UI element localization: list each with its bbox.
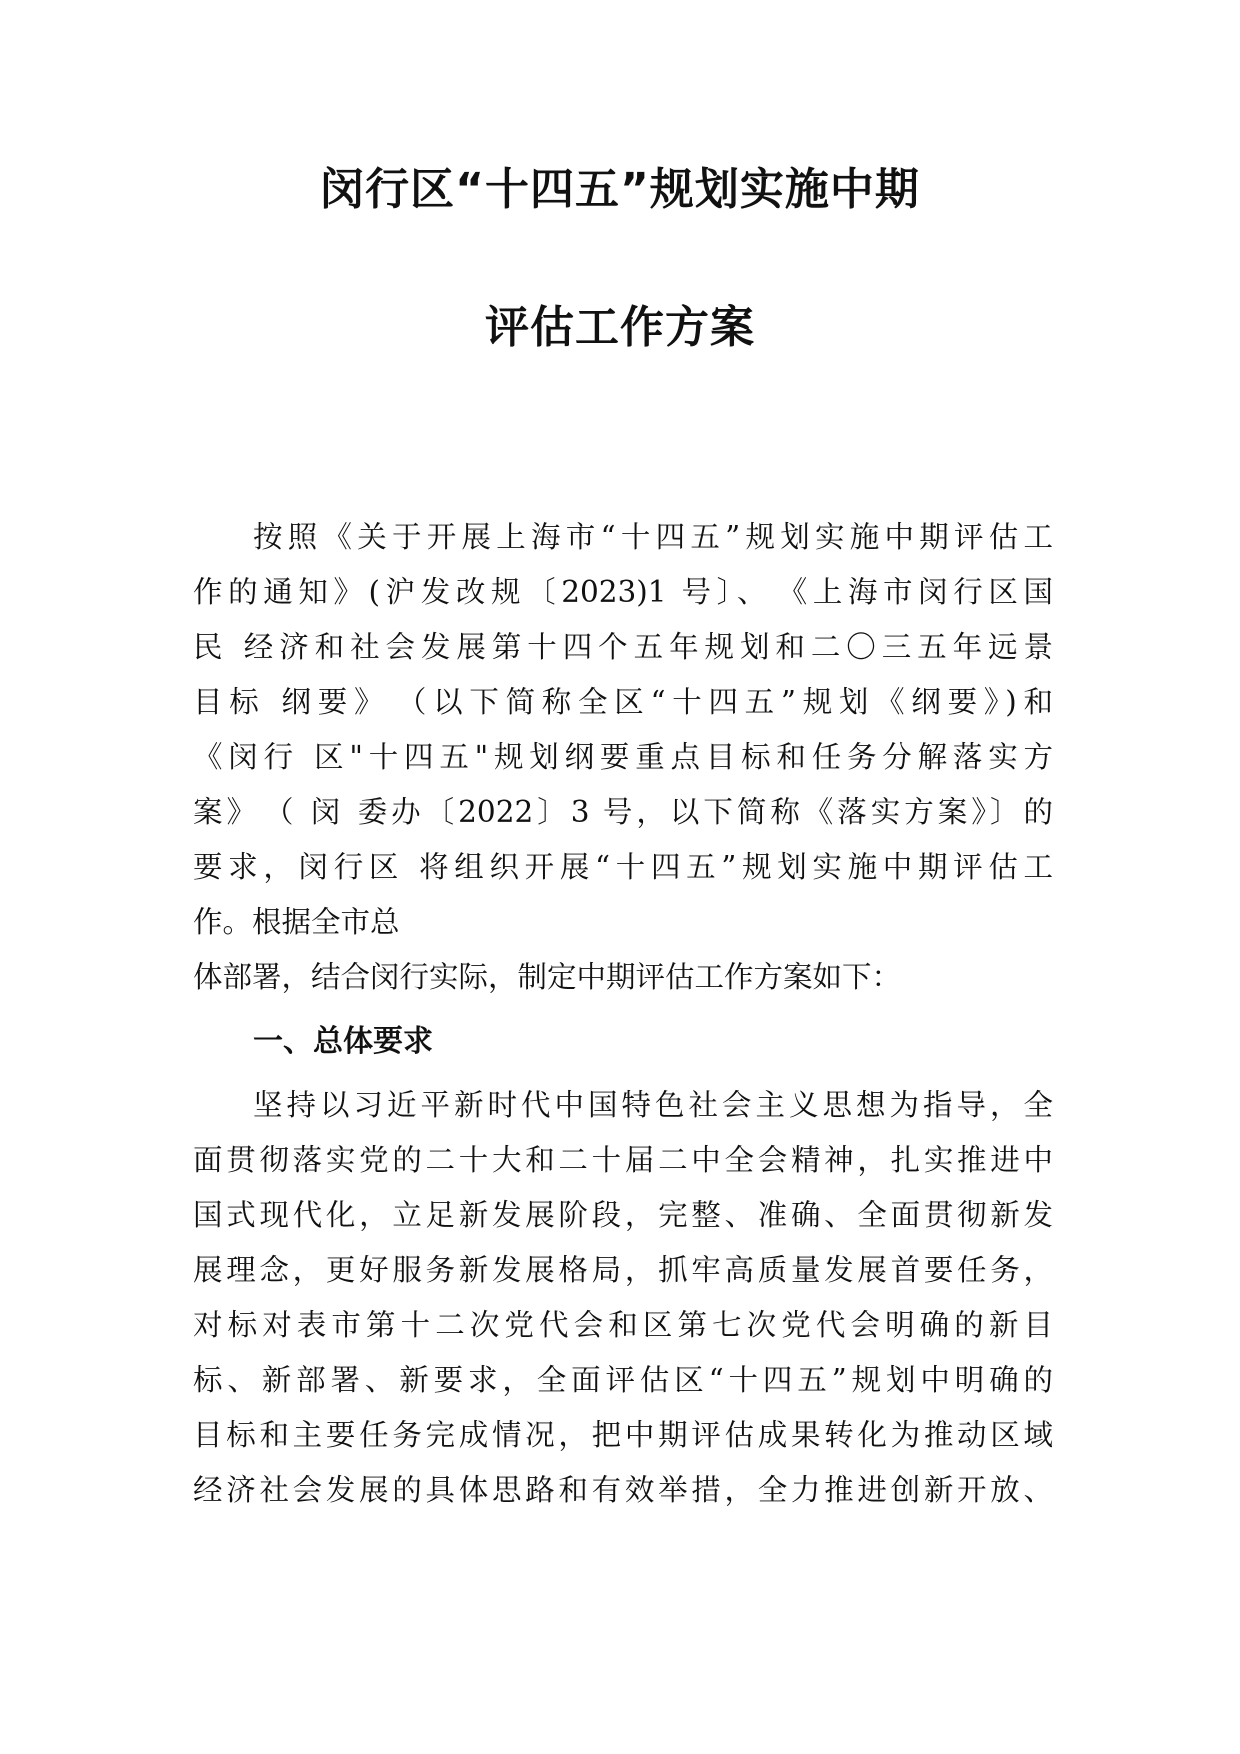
general-requirements-paragraph [193, 1078, 1053, 1518]
document-title-line-2: 评估工作方案 [485, 302, 755, 353]
paragraph-line: 国式现代化，立足新发展阶段，完整、准确、全面贯彻新发 [193, 1198, 1053, 1232]
intro-paragraph [193, 510, 1053, 1005]
paragraph-line: 经济社会发展的具体思路和有效举措，全力推进创新开放、 [193, 1473, 1053, 1507]
paragraph-line: 标、新部署、新要求，全面评估区“十四五”规划中明确的 [193, 1363, 1053, 1397]
paragraph-line: 体部署，结合闵行实际，制定中期评估工作方案如下： [193, 960, 902, 994]
paragraph-line: 按照《关于开展上海市“十四五”规划实施中期评估工 [253, 520, 1053, 554]
section-heading: 一、总体要求 [253, 1024, 433, 1059]
paragraph-line: 坚持以习近平新时代中国特色社会主义思想为指导，全 [253, 1088, 1053, 1122]
document-title-line-1: 闵行区“十四五”规划实施中期 [320, 164, 920, 215]
paragraph-line: 作的通知》(沪发改规〔2023)1 号〕、 《上海市闵行区国 [193, 575, 1053, 609]
paragraph-line: 作。根据全市总 [193, 905, 400, 939]
paragraph-line: 展理念，更好服务新发展格局，抓牢高质量发展首要任务， [193, 1253, 1053, 1287]
paragraph-line: 面贯彻落实党的二十大和二十届二中全会精神，扎实推进中 [193, 1143, 1053, 1177]
paragraph-line: 《闵行 区"十四五"规划纲要重点目标和任务分解落实方 [193, 740, 1053, 774]
paragraph-line: 目标和主要任务完成情况，把中期评估成果转化为推动区域 [193, 1418, 1053, 1452]
paragraph-line: 对标对表市第十二次党代会和区第七次党代会明确的新目 [193, 1308, 1053, 1342]
paragraph-line: 案》 （ 闵 委办〔2022〕3 号，以下简称《落实方案》〕的 [193, 795, 1053, 829]
paragraph-line: 目标 纲要》 （以下简称全区“十四五”规划《纲要》)和 [193, 685, 1053, 719]
paragraph-line: 要求，闵行区 将组织开展“十四五”规划实施中期评估工 [193, 850, 1053, 884]
paragraph-line: 民 经济和社会发展第十四个五年规划和二〇三五年远景 [193, 630, 1053, 664]
